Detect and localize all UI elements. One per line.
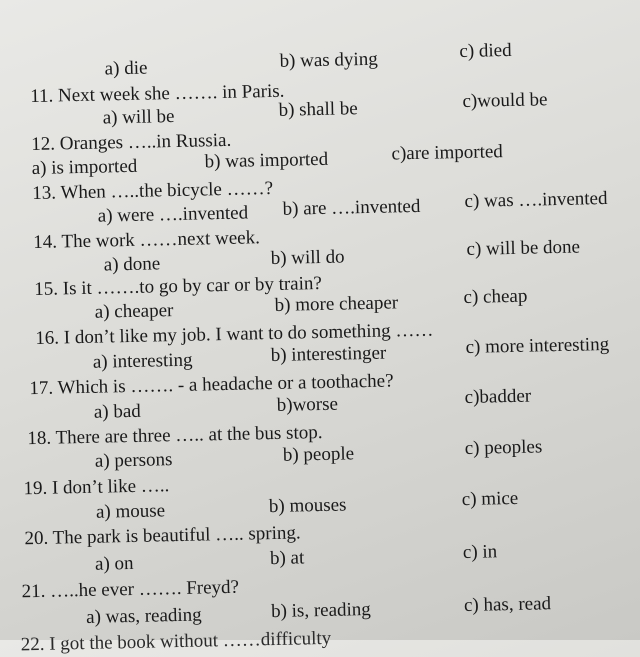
option-c: c)are imported (391, 141, 504, 165)
question-text: Which is ……. - a headache or a toothache? (57, 370, 394, 399)
question-number: 15. (34, 278, 59, 300)
option-b: b) at (269, 547, 305, 570)
question-number: 14. (33, 231, 58, 253)
question-text: I don’t like ….. (51, 475, 170, 499)
option-b: b) is, reading (270, 599, 372, 623)
question-21 (21, 577, 239, 604)
question-number: 20. (24, 527, 49, 550)
option-a: a) die (104, 57, 148, 80)
option-a: a) interesting (92, 349, 193, 373)
option-c: c) cheap (463, 285, 528, 308)
question-20 (24, 522, 301, 550)
option-c: c) in (462, 541, 498, 564)
question-11 (30, 81, 285, 108)
question-number: 22. (20, 633, 45, 656)
option-a: a) on (94, 552, 134, 575)
option-a: a) was, reading (85, 604, 202, 628)
option-b: b) are ….invented (282, 195, 421, 220)
question-number: 16. (35, 327, 60, 349)
option-b: b) shall be (278, 98, 358, 121)
option-b: b) was dying (279, 48, 378, 72)
option-b: b) will do (270, 246, 345, 270)
option-a: a) persons (94, 449, 173, 472)
question-number: 12. (31, 133, 56, 156)
question-number: 19. (23, 477, 48, 500)
option-a: a) is imported (31, 155, 138, 180)
question-19 (23, 475, 169, 500)
option-b: b) was imported (204, 148, 329, 173)
question-17 (29, 370, 394, 400)
option-b: b)worse (276, 393, 339, 416)
question-13 (32, 178, 273, 205)
option-c: c) mice (461, 487, 519, 511)
question-text: Is it …….to go by car or by train? (62, 272, 323, 300)
option-b: b) mouses (268, 494, 347, 518)
question-text: There are three ….. at the bus stop. (55, 421, 323, 449)
option-a: a) bad (93, 400, 142, 423)
question-number: 11. (30, 85, 54, 108)
option-c: c) has, read (463, 593, 552, 617)
option-b: b) more cheaper (274, 292, 399, 316)
option-b: b) people (282, 443, 355, 466)
option-c: c) will be done (466, 236, 581, 260)
option-c: c)would be (462, 89, 548, 112)
question-text: Oranges …..in Russia. (59, 129, 232, 155)
question-text: The work ……next week. (61, 227, 261, 253)
question-number: 21. (21, 580, 46, 603)
question-number: 13. (32, 182, 57, 204)
question-18 (27, 422, 323, 450)
option-a: a) cheaper (94, 300, 174, 323)
question-text: Next week she ……. in Paris. (57, 80, 285, 107)
option-a: a) done (103, 253, 161, 276)
question-text: When …..the bicycle ……? (60, 177, 274, 204)
question-text: I don’t like my job. I want to do something …… (63, 319, 434, 349)
question-14 (33, 227, 260, 254)
option-c: c) was ….invented (464, 187, 608, 212)
option-c: c) died (459, 39, 512, 63)
question-12 (31, 130, 231, 156)
question-text: I got the book without ……difficulty (49, 627, 332, 655)
question-number: 17. (29, 377, 54, 400)
question-text: …..he ever ……. Freyd? (49, 576, 240, 602)
option-b: b) interestinger (270, 342, 387, 367)
option-a: a) were ….invented (97, 202, 249, 227)
option-a: a) mouse (95, 500, 166, 523)
question-number: 18. (27, 427, 52, 450)
option-c: c)badder (464, 385, 532, 408)
question-22 (21, 628, 332, 656)
option-c: c) more interesting (465, 333, 610, 358)
question-text: The park is beautiful ….. spring. (52, 522, 301, 549)
option-a: a) will be (102, 106, 175, 129)
option-c: c) peoples (464, 436, 543, 459)
